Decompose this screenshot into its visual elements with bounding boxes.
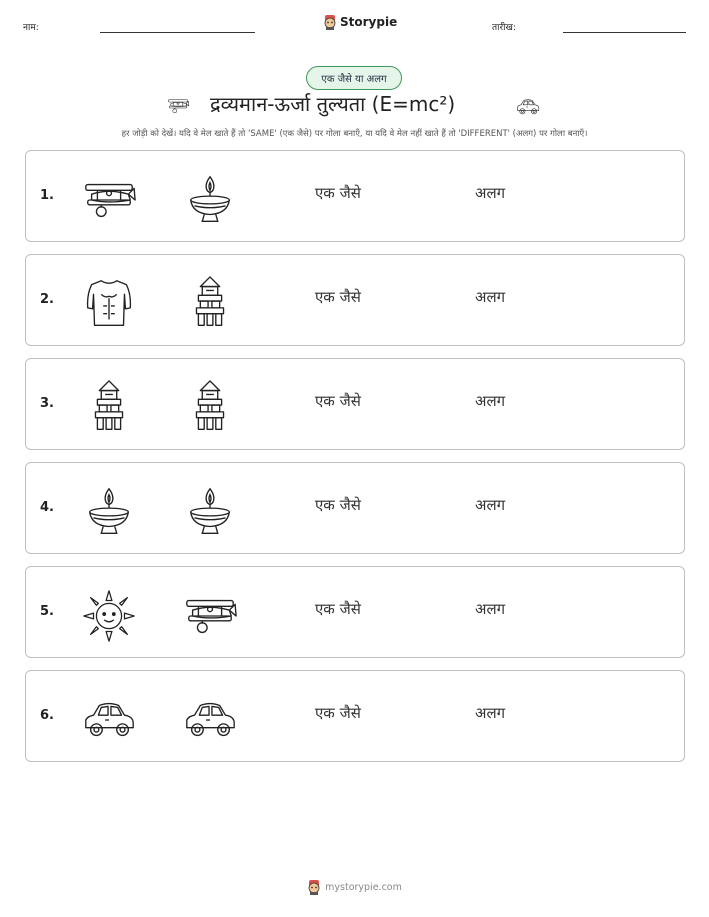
storypie-mascot-icon (323, 14, 337, 30)
question-row (25, 358, 685, 450)
option-different[interactable]: अलग (475, 704, 506, 722)
question-number: 5. (40, 604, 54, 619)
option-different[interactable]: अलग (475, 600, 506, 618)
diya-lamp-icon (181, 171, 239, 229)
worksheet-header (0, 14, 709, 36)
block-tower-icon (181, 379, 239, 437)
question-number: 6. (40, 708, 54, 723)
airplane-icon (163, 94, 193, 118)
option-same[interactable]: एक जैसे (315, 600, 361, 618)
torso-icon (80, 275, 138, 333)
option-same[interactable]: एक जैसे (315, 184, 361, 202)
question-number: 3. (40, 396, 54, 411)
question-row (25, 670, 685, 762)
date-field-line[interactable] (563, 32, 686, 33)
question-row (25, 254, 685, 346)
title-row (0, 90, 709, 124)
question-number: 2. (40, 292, 54, 307)
car-icon (80, 691, 138, 749)
airplane-icon (80, 171, 138, 229)
option-same[interactable]: एक जैसे (315, 496, 361, 514)
name-label: नाम: (23, 23, 39, 33)
option-same[interactable]: एक जैसे (315, 288, 361, 306)
block-tower-icon (181, 275, 239, 333)
question-number: 1. (40, 188, 54, 203)
option-different[interactable]: अलग (475, 288, 506, 306)
instructions-text: हर जोड़ी को देखें। यदि वे मेल खाते हैं तो 'SAME' (एक जैसे) पर गोला बनाएँ, या यदि वे मेल नहीं खाते हैं तो 'DIFFERENT' (अलग) पर गोला बनाएँ। (121, 129, 588, 139)
airplane-icon (181, 587, 239, 645)
car-icon (181, 691, 239, 749)
date-label: तारीख: (492, 23, 516, 33)
question-number: 4. (40, 500, 54, 515)
worksheet-type-badge: एक जैसे या अलग (306, 66, 402, 90)
question-row (25, 462, 685, 554)
option-different[interactable]: अलग (475, 496, 506, 514)
storypie-mascot-icon (307, 879, 321, 895)
option-different[interactable]: अलग (475, 184, 506, 202)
footer-website[interactable]: mystorypie.com (325, 881, 402, 893)
diya-lamp-icon (80, 483, 138, 541)
block-tower-icon (80, 379, 138, 437)
brand-logo (323, 14, 397, 30)
question-row (25, 150, 685, 242)
option-different[interactable]: अलग (475, 392, 506, 410)
name-field-line[interactable] (100, 32, 255, 33)
brand-name: Storypie (340, 15, 398, 29)
option-same[interactable]: एक जैसे (315, 392, 361, 410)
footer (0, 879, 709, 895)
question-row (25, 566, 685, 658)
car-icon (511, 94, 545, 120)
sun-icon (80, 587, 138, 645)
diya-lamp-icon (181, 483, 239, 541)
page-title: द्रव्यमान-ऊर्जा तुल्यता (E=mc²) (210, 92, 456, 116)
option-same[interactable]: एक जैसे (315, 704, 361, 722)
